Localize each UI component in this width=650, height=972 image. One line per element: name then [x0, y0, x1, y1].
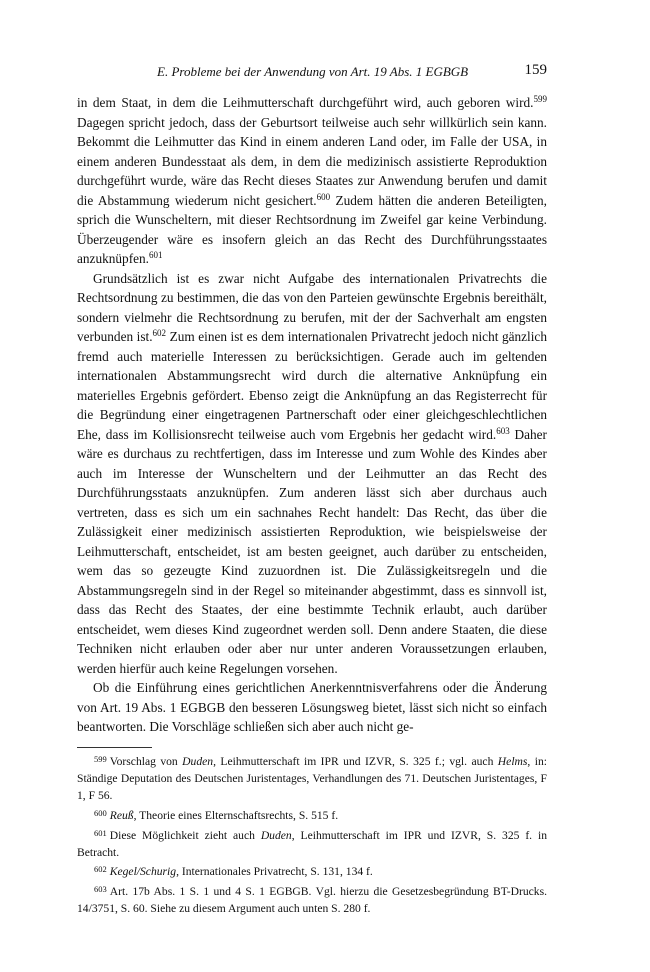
text-run: in dem Staat, in dem die Leihmutterschaft durchgeführt wird, auch geboren wird.	[77, 95, 534, 110]
footnote-603	[77, 881, 547, 918]
page-number: 159	[524, 62, 547, 78]
footnote-number: 601	[94, 827, 107, 838]
paragraph-2	[77, 269, 547, 679]
text-run: Ob die Einführung eines gerichtlichen Anerkenntnisverfahrens oder die Änderung von Art. 19 Abs. 1 EGBGB den besseren Lösungsweg bietet, lässt sich nicht so einfach beantworten. Die Vorschläge schließen sich aber auch nicht ge-	[77, 680, 547, 734]
text-run: , in: Ständige Deputation des Deutschen Juristentages, Verhandlungen des 71. Deutschen Juristentages, F 1, F 56.	[77, 755, 547, 802]
text-run: Daher wäre es durchaus zu rechtfertigen, dass im Interesse und zum Wohle des Kindes aber auch im Interesse der Wunscheltern und der Leihmutter an das Recht des Durchführungsstaats anzuknüpfen. Zum anderen lässt sich aber durchaus auch vertreten, dass es sich um ein sachnahes Recht handelt: Das Recht, das über die Zulässigkeit einer medizinisch assistierten Reproduktion, wie beispielsweise der Leihmutterschaft, entscheidet, ist am besten geeignet, auch darüber zu entscheiden, wem das so gezeugte Kind zuzuordnen ist. Die Zulässigkeitsregeln und die Abstammungsregeln sind in der Regel so miteinander abgestimmt, dass es sinnvoll ist, dass das Recht des Staates, der eine bestimmte Technik erlaubt, auch darüber entscheidet, wem dieses Kind zugeordnet werden soll. Denn andere Staaten, die diese Techniken nicht erlauben oder aber nur unter anderen Voraussetzungen erlauben, werden hierfür auch keine Regelungen vorsehen.	[77, 426, 547, 676]
footnotes	[77, 751, 547, 918]
text-run: , Theorie eines Elternschaftsrechts, S. 515 f.	[133, 808, 339, 822]
text-run: Zudem hätten die anderen Beteiligten, sprich die Wunscheltern, mit dieser Rechtsordnung im Zweifel gar keine Verbindung. Überzeugender wäre es insofern gleich an das Recht des Durchführungsstaates anzuknüpfen.	[77, 192, 547, 266]
body-text	[77, 93, 547, 737]
footnote-599	[77, 751, 547, 805]
footnote-ref: 599	[533, 94, 547, 104]
footnote-ref: 602	[152, 328, 167, 338]
author-name: Kegel/Schurig	[109, 865, 177, 879]
text-run: , Leihmutterschaft im IPR und IZVR, S. 325 f.; vgl. auch	[213, 755, 498, 768]
paragraph-1	[77, 93, 547, 269]
footnote-602	[77, 861, 547, 881]
footnote-number: 602	[94, 864, 107, 875]
text-run: Art. 17b Abs. 1 S. 1 und 4 S. 1 EGBGB. Vgl. hierzu die Gesetzesbegründung BT-Drucks. 14/3751, S. 60. Siehe zu diesem Argument auch unten S. 280 f.	[77, 885, 547, 916]
text-run: Diese Möglichkeit zieht auch	[109, 828, 261, 842]
text-run: Vorschlag von	[109, 755, 183, 768]
text-run: Zum einen ist es dem internationalen Privatrecht jedoch nicht gänzlich fremd auch materielle Interessen zu berücksichtigen. Gerade auch im geltenden internationalen Abstammungsrecht wird durch die alternative Anknüpfung ein materielles Ergebnis gefördert. Ebenso zeigt die Anknüpfung an das Registerrecht für die Begründung einer eingetragenen Partnerschaft oder einer gleichgeschlechtlichen Ehe, dass im Kollisionsrecht teilweise auch vom Ergebnis her gedacht wird.	[77, 329, 547, 442]
author-name: Duden	[182, 755, 214, 768]
author-name: Reuß	[109, 808, 134, 822]
footnote-separator	[77, 747, 152, 748]
text-run: Dagegen spricht jedoch, dass der Geburtsort teilweise auch sehr willkürlich sein kann. Bekommt die Leihmutter das Kind in einem anderen Land oder, im Falle der USA, in einem anderen Bundesstaat als dem, in dem die medizinisch assistierte Reproduktion durchgeführt wurde, wäre das Recht dieses Staates zur Anwendung berufen und damit die Abstammung wiederum nicht gesichert.	[77, 114, 547, 208]
author-name: Helms	[497, 755, 528, 768]
paragraph-3	[77, 678, 547, 737]
running-header	[77, 64, 547, 86]
footnote-ref: 601	[149, 250, 163, 260]
text-run: , Leihmutterschaft im IPR und IZVR, S. 325 f. in Betracht.	[77, 828, 547, 859]
footnote-number: 599	[94, 754, 107, 764]
footnote-number: 603	[94, 884, 107, 895]
running-title: E. Probleme bei der Anwendung von Art. 19 Abs. 1 EGBGB	[157, 64, 469, 79]
footnote-600	[77, 805, 547, 825]
footnote-ref: 603	[496, 425, 510, 436]
text-run: Grundsätzlich ist es zwar nicht Aufgabe des internationalen Privatrechts die Rechtsordnung zu bestimmen, die das von den Parteien gewünschte Ergebnis bereithält, sondern vielmehr die Rechtsordnung zu berufen, mit der der Sachverhalt am engsten verbunden ist.	[77, 270, 547, 344]
footnote-number: 600	[94, 807, 107, 818]
footnote-ref: 600	[316, 191, 331, 202]
author-name: Duden	[260, 828, 292, 842]
footnote-601	[77, 825, 547, 862]
text-run: , Internationales Privatrecht, S. 131, 134 f.	[176, 865, 373, 879]
